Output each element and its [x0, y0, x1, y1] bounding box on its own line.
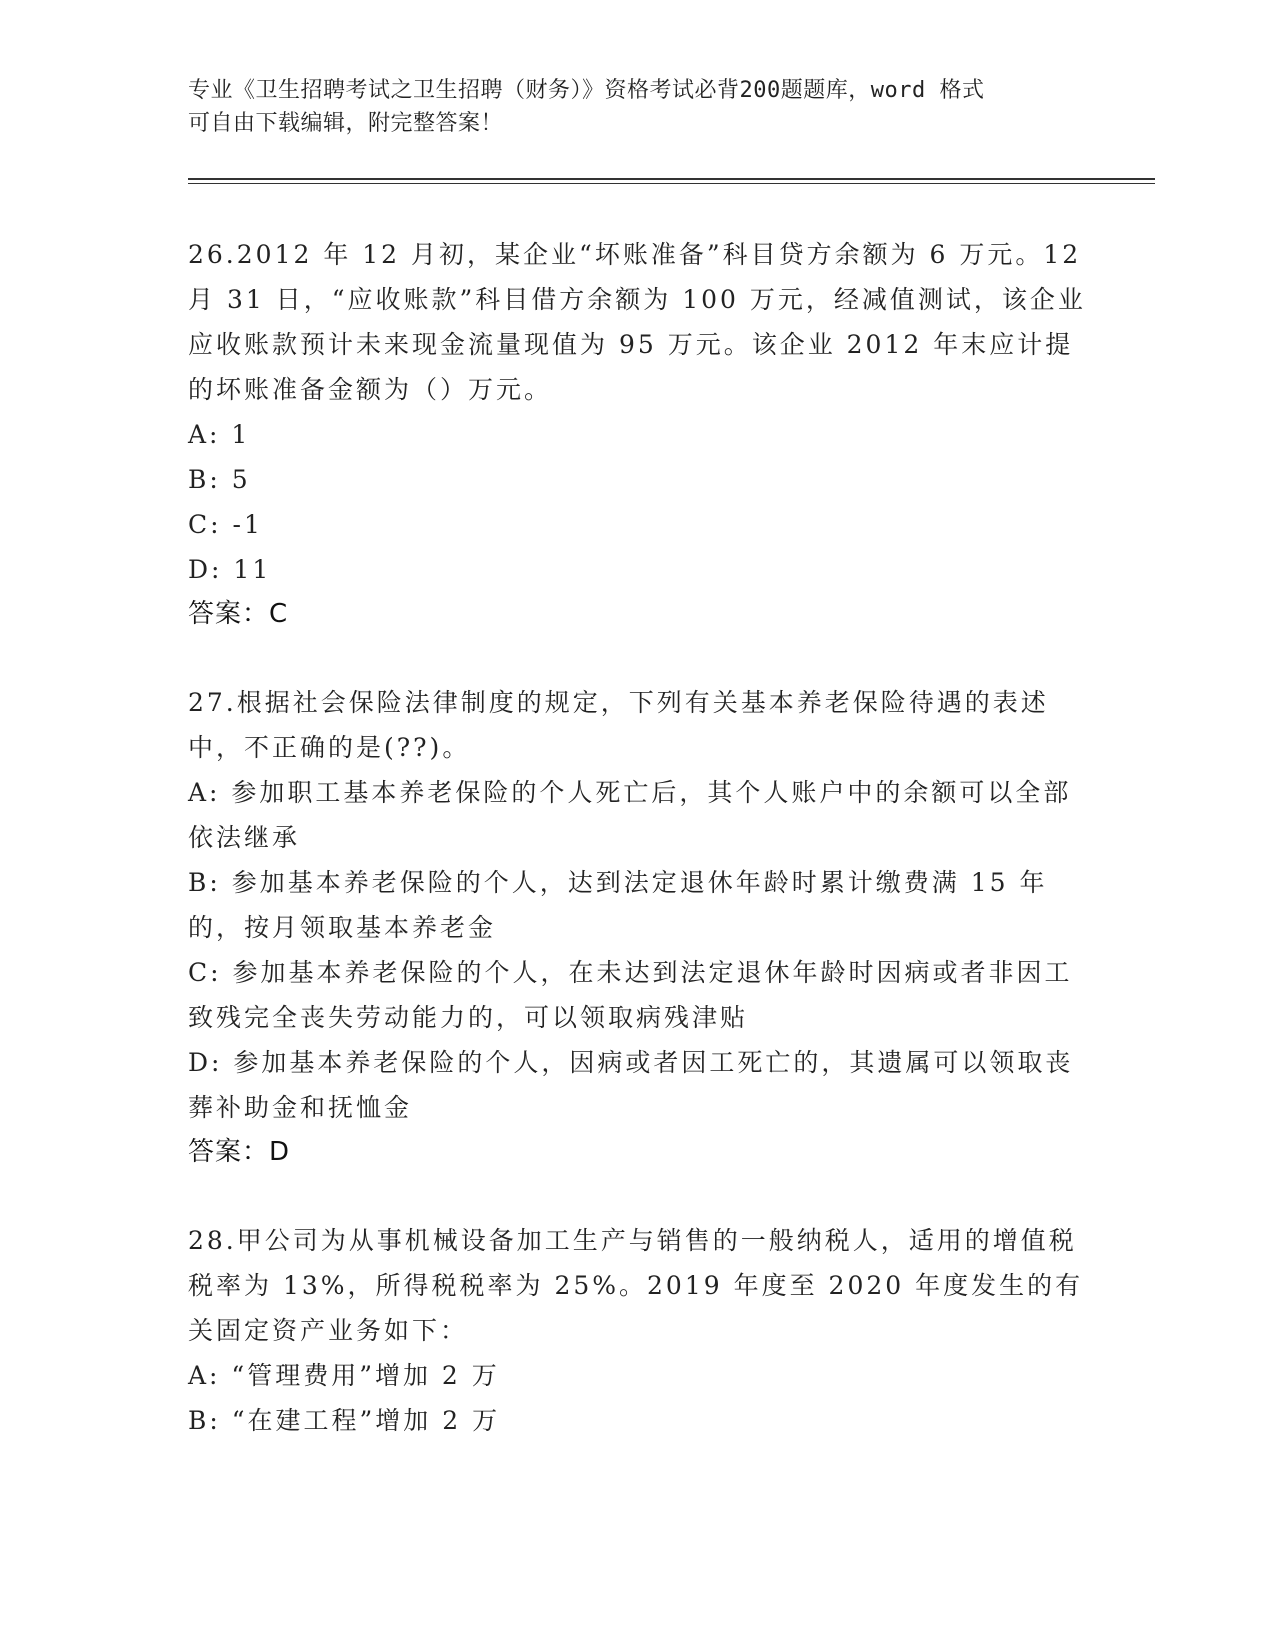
header-title-line-1: 专业《卫生招聘考试之卫生招聘（财务）》资格考试必背200题题库，word 格式	[188, 78, 985, 103]
question-text: 28.甲公司为从事机械设备加工生产与销售的一般纳税人，适用的增值税税率为 13%，所得税税率为 25%。2019 年度至 2020 年度发生的有关固定资产业务如下：	[188, 1226, 1084, 1345]
question-text: 26.2012 年 12 月初，某企业“坏账准备”科目贷方余额为 6 万元。12 月 31 日，“应收账款”科目借方余额为 100 万元，经减值测试，该企业应收账款预计未来现金流量现值为 95 万元。该企业 2012 年末应计提的坏账准备金额为（）万元。	[188, 240, 1086, 404]
option-a: A: 1	[188, 420, 251, 449]
option-a: A: 参加职工基本养老保险的个人死亡后，其个人账户中的余额可以全部依法继承	[188, 778, 1072, 852]
header-divider-thick	[188, 178, 1155, 180]
option-d: D: 11	[188, 555, 272, 584]
header-divider-thin	[188, 183, 1155, 184]
option-b: B: “在建工程”增加 2 万	[188, 1406, 501, 1435]
answer-label: 答案：D	[188, 1137, 291, 1167]
question-26	[188, 232, 1088, 636]
question-spacer	[188, 1174, 1088, 1218]
document-header	[188, 74, 1078, 140]
option-a: A: “管理费用”增加 2 万	[188, 1361, 500, 1390]
option-b: B: 参加基本养老保险的个人，达到法定退休年龄时累计缴费满 15 年的，按月领取基本养老金	[188, 868, 1048, 942]
option-c: C: -1	[188, 510, 263, 539]
question-spacer	[188, 636, 1088, 680]
question-text: 27.根据社会保险法律制度的规定，下列有关基本养老保险待遇的表述中，不正确的是(??)。	[188, 688, 1049, 762]
option-d: D: 参加基本养老保险的个人，因病或者因工死亡的，其遗属可以领取丧葬补助金和抚恤金	[188, 1048, 1074, 1122]
question-28	[188, 1218, 1088, 1443]
question-list	[188, 232, 1088, 1443]
header-title-line-2: 可自由下载编辑，附完整答案！	[188, 111, 504, 136]
option-b: B: 5	[188, 465, 251, 494]
question-27	[188, 680, 1088, 1174]
option-c: C: 参加基本养老保险的个人，在未达到法定退休年龄时因病或者非因工致残完全丧失劳动能力的，可以领取病残津贴	[188, 958, 1073, 1032]
answer-label: 答案：C	[188, 599, 289, 629]
